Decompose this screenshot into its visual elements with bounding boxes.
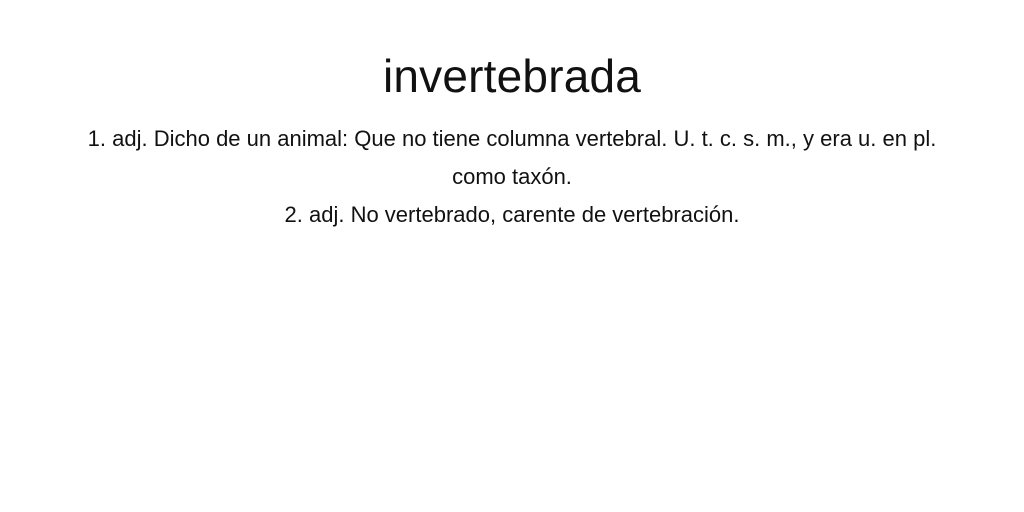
definition-item: 2. adj. No vertebrado, carente de vertebración.	[284, 202, 740, 227]
entry-headword: invertebrada	[382, 50, 642, 102]
definition-list	[82, 120, 942, 234]
dictionary-entry-card	[0, 0, 1024, 234]
definition-item: 1. adj. Dicho de un animal: Que no tiene columna vertebral. U. t. c. s. m., y era u. en pl. como taxón.	[87, 126, 937, 189]
